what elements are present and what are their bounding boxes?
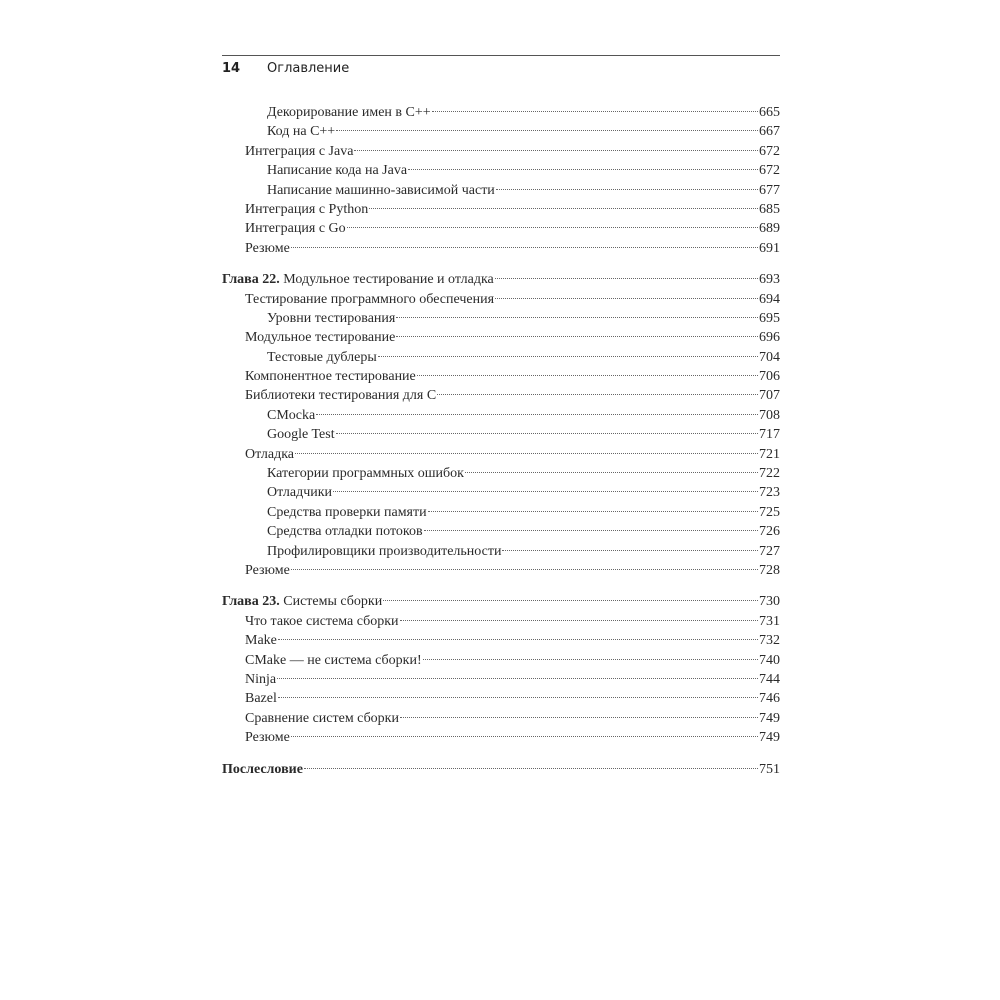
toc-entry[interactable] bbox=[222, 445, 780, 464]
dot-leader bbox=[465, 472, 758, 473]
entry-page-number: 685 bbox=[759, 201, 780, 217]
toc-entry[interactable] bbox=[222, 561, 780, 580]
entry-title-text: Модульное тестирование bbox=[245, 330, 396, 346]
entry-title-text: Системы сборки bbox=[279, 594, 383, 610]
entry-chapter-label: Глава 22. bbox=[222, 272, 280, 288]
entry-title-text: Компонентное тестирование bbox=[245, 369, 416, 385]
entry-title-text: Резюме bbox=[245, 562, 290, 578]
entry-page-number: 672 bbox=[759, 143, 780, 159]
entry-title bbox=[245, 651, 422, 670]
entry-page-number: 717 bbox=[759, 427, 780, 443]
entry-title-text: Категории программных ошибок bbox=[267, 466, 464, 482]
toc-entry[interactable] bbox=[222, 161, 780, 180]
entry-title bbox=[267, 181, 495, 200]
toc-entry[interactable] bbox=[222, 612, 780, 631]
entry-title bbox=[222, 270, 494, 289]
entry-title-text: Тестирование программного обеспечения bbox=[245, 291, 495, 307]
entry-page-number: 708 bbox=[759, 407, 780, 423]
toc-chapter-entry[interactable] bbox=[222, 270, 780, 289]
entry-title-text: Библиотеки тестирования для C bbox=[245, 388, 437, 404]
dot-leader bbox=[383, 600, 758, 601]
dot-leader bbox=[333, 491, 758, 492]
toc-chapter-entry[interactable] bbox=[222, 592, 780, 611]
toc-entry[interactable] bbox=[222, 651, 780, 670]
entry-page-number: 704 bbox=[759, 349, 780, 365]
dot-leader bbox=[400, 717, 758, 718]
page-number: 14 bbox=[222, 61, 241, 76]
entry-title-text: Профилировщики производительности bbox=[267, 543, 502, 559]
entry-title bbox=[245, 670, 276, 689]
entry-chapter-label: Глава 23. bbox=[222, 594, 280, 610]
toc-entry[interactable] bbox=[222, 670, 780, 689]
dot-leader bbox=[496, 189, 758, 190]
entry-title bbox=[267, 464, 464, 483]
table-of-contents bbox=[222, 103, 780, 791]
dot-leader bbox=[336, 130, 758, 131]
dot-leader bbox=[295, 453, 758, 454]
entry-page-number: 727 bbox=[759, 543, 780, 559]
entry-page-number: 740 bbox=[759, 652, 780, 668]
entry-page-number: 694 bbox=[759, 291, 780, 307]
entry-page-number: 730 bbox=[759, 594, 780, 610]
entry-title-text: Отладчики bbox=[267, 485, 333, 501]
entry-page-number: 672 bbox=[759, 163, 780, 179]
dot-leader bbox=[396, 336, 758, 337]
entry-title bbox=[245, 290, 494, 309]
entry-title-text: Интеграция с Python bbox=[245, 201, 369, 217]
entry-page-number: 665 bbox=[759, 105, 780, 120]
entry-title bbox=[267, 406, 315, 425]
dot-leader bbox=[417, 375, 758, 376]
entry-title bbox=[245, 631, 277, 650]
entry-title bbox=[245, 239, 290, 258]
dot-leader bbox=[400, 620, 758, 621]
entry-page-number: 722 bbox=[759, 466, 780, 482]
toc-entry[interactable] bbox=[222, 386, 780, 405]
entry-title-text: Резюме bbox=[245, 240, 290, 256]
entry-title bbox=[245, 367, 416, 386]
entry-title-text: Google Test bbox=[267, 427, 335, 443]
entry-title-text: Что такое система сборки bbox=[245, 613, 399, 629]
toc-entry[interactable] bbox=[222, 503, 780, 522]
toc-section bbox=[222, 592, 780, 747]
dot-leader bbox=[291, 247, 758, 248]
entry-title-text: Make bbox=[245, 633, 277, 649]
entry-title bbox=[267, 161, 407, 180]
entry-title-text: Модульное тестирование и отладка bbox=[279, 272, 494, 288]
toc-entry[interactable] bbox=[222, 425, 780, 444]
dot-leader bbox=[291, 736, 758, 737]
entry-title-text: Сравнение систем сборки bbox=[245, 710, 399, 726]
entry-page-number: 677 bbox=[759, 182, 780, 198]
toc-section bbox=[222, 760, 780, 779]
dot-leader bbox=[502, 550, 758, 551]
dot-leader bbox=[424, 530, 758, 531]
dot-leader bbox=[495, 298, 758, 299]
toc-entry[interactable] bbox=[222, 542, 780, 561]
toc-section bbox=[222, 270, 780, 580]
toc-entry[interactable] bbox=[222, 181, 780, 200]
entry-title bbox=[267, 425, 335, 444]
entry-page-number: 732 bbox=[759, 633, 780, 649]
toc-entry[interactable] bbox=[222, 406, 780, 425]
dot-leader bbox=[428, 511, 758, 512]
running-header bbox=[222, 61, 349, 76]
entry-page-number: 721 bbox=[759, 446, 780, 462]
entry-title bbox=[267, 122, 335, 141]
entry-title-text: Интеграция с Java bbox=[245, 143, 354, 159]
dot-leader bbox=[423, 659, 758, 660]
entry-page-number: 725 bbox=[759, 504, 780, 520]
dot-leader bbox=[408, 169, 758, 170]
dot-leader bbox=[495, 278, 758, 279]
entry-title-text: Bazel bbox=[245, 691, 277, 707]
entry-page-number: 695 bbox=[759, 310, 780, 326]
entry-page-number: 667 bbox=[759, 124, 780, 140]
dot-leader bbox=[378, 356, 758, 357]
entry-title bbox=[267, 522, 423, 541]
toc-entry[interactable] bbox=[222, 219, 780, 238]
entry-title-text: Тестовые дублеры bbox=[267, 349, 377, 365]
dot-leader bbox=[291, 569, 758, 570]
toc-entry[interactable] bbox=[222, 709, 780, 728]
toc-entry[interactable] bbox=[222, 290, 780, 309]
entry-title bbox=[245, 612, 399, 631]
entry-page-number: 749 bbox=[759, 710, 780, 726]
dot-leader bbox=[277, 678, 758, 679]
dot-leader bbox=[316, 414, 758, 415]
entry-title bbox=[267, 483, 332, 502]
toc-entry[interactable] bbox=[222, 200, 780, 219]
entry-page-number: 749 bbox=[759, 730, 780, 746]
toc-entry[interactable] bbox=[222, 522, 780, 541]
entry-page-number: 691 bbox=[759, 240, 780, 256]
toc-entry[interactable] bbox=[222, 142, 780, 161]
toc-entry[interactable] bbox=[222, 348, 780, 367]
dot-leader bbox=[347, 227, 758, 228]
entry-title bbox=[267, 103, 431, 122]
entry-title bbox=[245, 728, 290, 747]
toc-entry[interactable] bbox=[222, 728, 780, 747]
entry-title-text: Средства проверки памяти bbox=[267, 504, 427, 520]
entry-page-number: 689 bbox=[759, 221, 780, 237]
dot-leader bbox=[278, 639, 758, 640]
entry-title bbox=[222, 592, 382, 611]
dot-leader bbox=[432, 111, 758, 112]
toc-entry[interactable] bbox=[222, 367, 780, 386]
entry-title-text: CMocka bbox=[267, 407, 316, 423]
toc-entry[interactable] bbox=[222, 309, 780, 328]
entry-page-number: 706 bbox=[759, 369, 780, 385]
entry-title-text: CMake — не система сборки! bbox=[245, 652, 422, 668]
toc-entry[interactable] bbox=[222, 464, 780, 483]
toc-entry[interactable] bbox=[222, 239, 780, 258]
entry-title bbox=[245, 328, 395, 347]
entry-page-number: 731 bbox=[759, 613, 780, 629]
entry-title-text: Ninja bbox=[245, 671, 277, 687]
entry-title-text: Резюме bbox=[245, 730, 290, 746]
dot-leader bbox=[354, 150, 758, 151]
entry-title bbox=[267, 309, 395, 328]
entry-title bbox=[245, 142, 353, 161]
entry-page-number: 744 bbox=[759, 671, 780, 687]
entry-title bbox=[245, 689, 277, 708]
dot-leader bbox=[396, 317, 758, 318]
entry-title bbox=[267, 503, 427, 522]
toc-entry[interactable] bbox=[222, 483, 780, 502]
toc-entry[interactable] bbox=[222, 122, 780, 141]
entry-page-number: 723 bbox=[759, 485, 780, 501]
entry-title-text: Средства отладки потоков bbox=[267, 524, 423, 540]
entry-title-text: Написание машинно-зависимой части bbox=[267, 182, 495, 198]
entry-title bbox=[245, 386, 436, 405]
entry-page-number: 728 bbox=[759, 562, 780, 578]
dot-leader bbox=[304, 768, 758, 769]
entry-title-text: Уровни тестирования bbox=[267, 310, 396, 326]
toc-entry[interactable] bbox=[222, 328, 780, 347]
entry-page-number: 696 bbox=[759, 330, 780, 346]
entry-title bbox=[267, 542, 501, 561]
toc-chapter-entry[interactable] bbox=[222, 760, 780, 779]
entry-title bbox=[245, 200, 368, 219]
entry-title bbox=[245, 219, 346, 238]
dot-leader bbox=[437, 394, 758, 395]
entry-page-number: 693 bbox=[759, 272, 780, 288]
entry-title bbox=[245, 561, 290, 580]
entry-page-number: 746 bbox=[759, 691, 780, 707]
dot-leader bbox=[336, 433, 758, 434]
dot-leader bbox=[278, 697, 758, 698]
toc-entry[interactable] bbox=[222, 103, 780, 122]
header-rule bbox=[222, 55, 780, 56]
entry-page-number: 707 bbox=[759, 388, 780, 404]
toc-entry[interactable] bbox=[222, 689, 780, 708]
entry-title bbox=[267, 348, 377, 367]
entry-title-text: Код на C++ bbox=[267, 124, 336, 140]
entry-page-number: 726 bbox=[759, 524, 780, 540]
entry-chapter-label: Послесловие bbox=[222, 761, 303, 777]
entry-page-number: 751 bbox=[759, 761, 780, 777]
entry-title-text: Отладка bbox=[245, 446, 295, 462]
dot-leader bbox=[369, 208, 758, 209]
toc-entry[interactable] bbox=[222, 631, 780, 650]
entry-title-text: Декорирование имен в C++ bbox=[267, 105, 431, 120]
entry-title-text: Написание кода на Java bbox=[267, 163, 408, 179]
entry-title-text: Интеграция с Go bbox=[245, 221, 346, 237]
entry-title bbox=[245, 445, 294, 464]
running-title: Оглавление bbox=[267, 61, 350, 76]
entry-title bbox=[222, 760, 303, 779]
entry-title bbox=[245, 709, 399, 728]
toc-section bbox=[222, 103, 780, 258]
